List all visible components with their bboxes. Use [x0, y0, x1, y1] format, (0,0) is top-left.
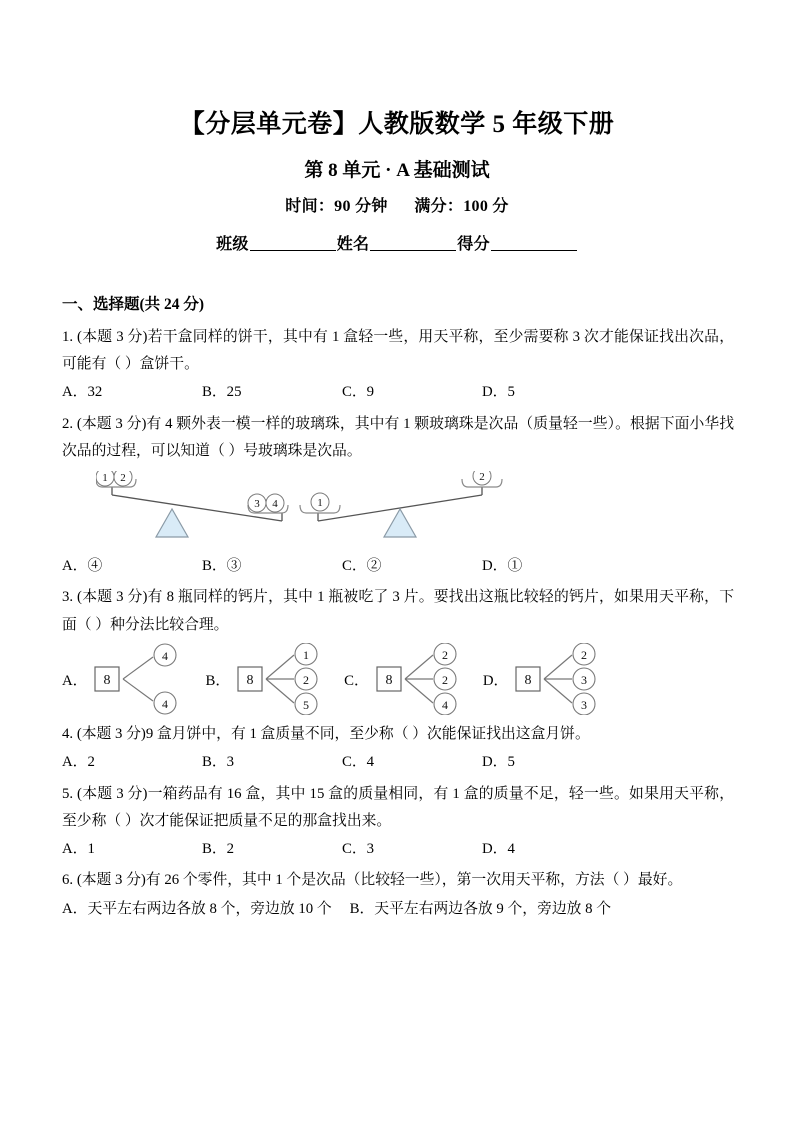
svg-text:2: 2 — [120, 472, 126, 485]
class-field-label: 班级 — [216, 235, 249, 253]
question-content — [62, 292, 734, 923]
option-d[interactable]: D．4 — [482, 841, 515, 858]
option-a[interactable]: A．32 — [62, 384, 103, 401]
document-header — [0, 0, 794, 254]
option-d[interactable]: D．① — [482, 558, 523, 575]
svg-text:2: 2 — [441, 648, 448, 663]
split-tree-b-svg — [236, 643, 344, 715]
question-4-options — [62, 748, 734, 776]
option-c[interactable]: C．② — [342, 558, 382, 575]
option-a[interactable]: A．2 — [62, 754, 95, 771]
option-d[interactable]: D．5 — [482, 384, 515, 401]
svg-text:8: 8 — [246, 673, 254, 689]
svg-text:3: 3 — [581, 673, 588, 688]
student-fields — [0, 231, 794, 254]
option-b[interactable]: B．天平左右两边各放 9 个，旁边放 8 个 — [349, 900, 612, 917]
svg-text:4: 4 — [441, 698, 448, 713]
split-tree-b[interactable] — [205, 643, 344, 715]
question-1 — [62, 324, 734, 407]
svg-text:2: 2 — [441, 673, 448, 688]
section-heading-choice: 一、选择题(共 24 分) — [62, 295, 205, 313]
page-title: 【分层单元卷】人教版数学 5 年级下册 — [179, 111, 615, 138]
svg-text:2: 2 — [479, 471, 485, 484]
split-trees-figure — [62, 643, 734, 715]
total-score-label: 满分：100 分 — [414, 198, 509, 216]
option-b[interactable]: B．25 — [202, 384, 242, 401]
unit-subtitle: 第 8 单元 · A 基础测试 — [304, 159, 490, 181]
question-4-text: 4. (本题 3 分)9 盒月饼中，有 1 盒质量不同，至少称（ ）次能保证找出这盒月饼。 — [62, 726, 590, 743]
split-tree-d-label: D． — [482, 672, 509, 689]
score-field-label: 得分 — [457, 235, 490, 253]
split-tree-b-label: B． — [205, 672, 231, 689]
svg-text:1: 1 — [102, 472, 108, 485]
question-6-text: 6. (本题 3 分)有 26 个零件，其中 1 个是次品（比较轻一些），第一次用天平称，方法（ ）最好。 — [62, 872, 683, 889]
split-tree-a-svg — [93, 643, 205, 715]
balance-scales-svg — [96, 471, 516, 543]
split-tree-c-svg — [375, 643, 483, 715]
question-4 — [62, 721, 734, 776]
question-2-options — [62, 552, 734, 580]
question-5 — [62, 781, 734, 864]
svg-text:3: 3 — [581, 698, 588, 713]
svg-text:1: 1 — [303, 648, 310, 663]
question-6-options — [62, 895, 734, 923]
question-1-options — [62, 378, 734, 406]
score-field-blank[interactable] — [491, 250, 577, 251]
option-b[interactable]: B．3 — [202, 754, 235, 771]
option-c[interactable]: C．9 — [342, 384, 375, 401]
name-field-label: 姓名 — [336, 235, 370, 253]
question-5-options — [62, 835, 734, 863]
option-a[interactable]: A．1 — [62, 841, 95, 858]
option-c[interactable]: C．4 — [342, 754, 375, 771]
balance-scale-1 — [96, 471, 288, 537]
svg-text:4: 4 — [162, 649, 169, 664]
svg-text:4: 4 — [272, 498, 278, 511]
name-field-blank[interactable] — [370, 250, 456, 251]
split-tree-c[interactable] — [344, 643, 483, 715]
balance-scale-2 — [300, 471, 502, 537]
class-field-blank[interactable] — [250, 250, 336, 251]
option-d[interactable]: D．5 — [482, 754, 515, 771]
question-3-text: 3. (本题 3 分)有 8 瓶同样的钙片，其中 1 瓶被吃了 3 片。要找出这瓶比较轻的钙片，如果用天平称，下面（ ）种分法比较合理。 — [62, 589, 735, 633]
svg-text:4: 4 — [162, 697, 169, 712]
question-2-text: 2. (本题 3 分)有 4 颗外表一模一样的玻璃珠，其中有 1 颗玻璃珠是次品（质量轻一些）。根据下面小华找次品的过程，可以知道（ ）号玻璃珠是次品。 — [62, 415, 735, 459]
svg-text:3: 3 — [254, 498, 260, 511]
option-a[interactable]: A．天平左右两边各放 8 个，旁边放 10 个 — [62, 900, 332, 917]
question-1-text: 1. (本题 3 分)若干盒同样的饼干，其中有 1 盒轻一些，用天平称，至少需要称 3 次才能保证找出次品，可能有（ ）盒饼干。 — [62, 328, 735, 373]
question-5-text: 5. (本题 3 分)一箱药品有 16 盒，其中 15 盒的质量相同，有 1 盒的质量不足，轻一些。如果用天平称，至少称（ ）次才能保证把质量不足的那盒找出来。 — [62, 785, 735, 829]
question-6 — [62, 867, 734, 922]
svg-text:2: 2 — [581, 648, 588, 663]
svg-text:8: 8 — [524, 673, 532, 689]
split-tree-a-root: 8 — [103, 673, 111, 689]
split-tree-d-svg — [514, 643, 622, 715]
option-c[interactable]: C．3 — [342, 841, 375, 858]
question-2 — [62, 411, 734, 581]
svg-text:8: 8 — [385, 673, 393, 689]
split-tree-a-label: A． — [62, 672, 88, 689]
split-tree-d[interactable] — [483, 643, 622, 715]
svg-text:2: 2 — [303, 673, 310, 688]
option-a[interactable]: A．④ — [62, 558, 103, 575]
split-tree-c-label: C． — [344, 672, 369, 689]
balance-scales-figure — [96, 471, 734, 548]
svg-text:1: 1 — [317, 497, 323, 510]
time-limit-label: 时间：90 分钟 — [285, 198, 388, 216]
exam-meta — [0, 196, 794, 218]
option-b[interactable]: B．③ — [202, 558, 242, 575]
question-3 — [62, 584, 734, 715]
split-tree-a[interactable] — [62, 643, 205, 715]
svg-text:5: 5 — [303, 698, 310, 713]
option-b[interactable]: B．2 — [202, 841, 235, 858]
